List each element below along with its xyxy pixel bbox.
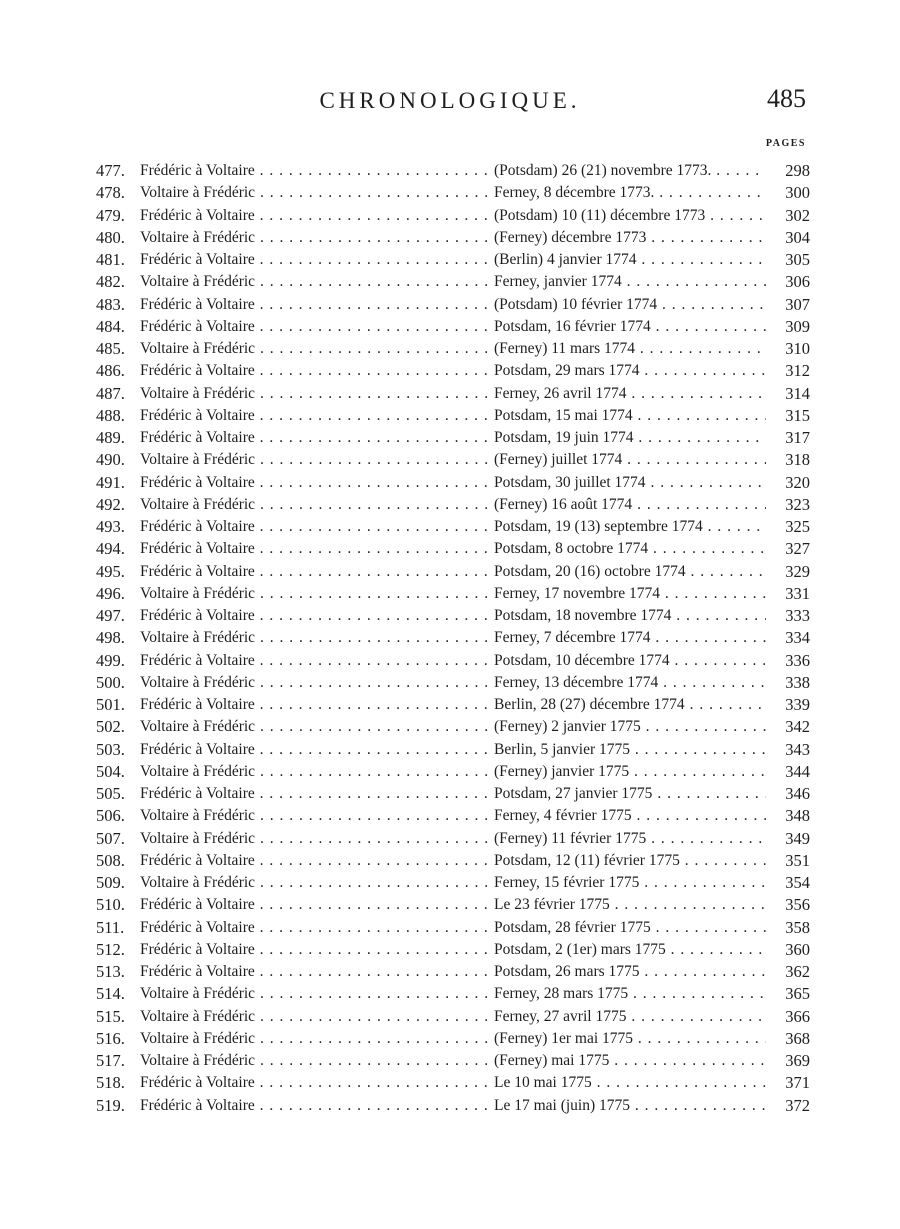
list-item — [96, 360, 810, 382]
letter-date: Potsdam, 15 mai 1774 . . . — [494, 405, 766, 427]
letter-page: 323 — [785, 494, 810, 514]
letter-page: 312 — [785, 361, 810, 381]
letter-number: 478. — [96, 183, 125, 203]
letter-number: 506. — [96, 806, 125, 826]
letter-correspondents: Frédéric à Voltaire . . . — [140, 694, 490, 716]
letter-correspondents: Frédéric à Voltaire . . . — [140, 739, 490, 761]
letter-correspondents: Frédéric à Voltaire . . . — [140, 961, 490, 983]
letter-number: 496. — [96, 583, 125, 603]
letter-date: (Ferney) 16 août 1774 . . . — [494, 494, 766, 516]
letter-date: Potsdam, 20 (16) octobre 1774 . . . — [494, 561, 766, 583]
letter-correspondents: Frédéric à Voltaire . . . — [140, 294, 490, 316]
letter-number: 498. — [96, 628, 125, 648]
list-item — [96, 939, 810, 961]
list-item — [96, 561, 810, 583]
letter-correspondents: Frédéric à Voltaire . . . — [140, 917, 490, 939]
letter-page: 343 — [785, 739, 810, 759]
letter-date: Ferney, 17 novembre 1774 . . . — [494, 583, 766, 605]
letter-correspondents: Voltaire à Frédéric . . . — [140, 983, 490, 1005]
letter-page: 360 — [785, 939, 810, 959]
letter-date: Potsdam, 19 juin 1774 . . . — [494, 427, 766, 449]
letter-date: (Potsdam) 10 février 1774 . . . — [494, 294, 766, 316]
letter-date: Le 23 février 1775 . . . — [494, 894, 766, 916]
letter-page: 300 — [785, 183, 810, 203]
letter-number: 508. — [96, 850, 125, 870]
letter-page: 307 — [785, 294, 810, 314]
letter-date: Le 17 mai (juin) 1775 . . . — [494, 1095, 766, 1117]
letter-date: Potsdam, 19 (13) septembre 1774 . . . — [494, 516, 766, 538]
list-item — [96, 917, 810, 939]
list-item — [96, 739, 810, 761]
list-item — [96, 828, 810, 850]
letter-number: 499. — [96, 650, 125, 670]
letter-number: 485. — [96, 339, 125, 358]
letter-date: Potsdam, 30 juillet 1774 . . . — [494, 472, 766, 494]
letter-page: 368 — [785, 1028, 810, 1048]
letter-date: Potsdam, 2 (1er) mars 1775 . . . — [494, 939, 766, 961]
letter-page: 339 — [785, 695, 810, 714]
letter-number: 511. — [96, 917, 125, 937]
list-item — [96, 961, 810, 983]
letter-number: 481. — [96, 250, 125, 269]
letter-date: (Ferney) 11 février 1775 . . . — [494, 828, 766, 850]
letter-number: 513. — [96, 962, 125, 981]
letter-number: 491. — [96, 472, 125, 492]
letter-number: 518. — [96, 1073, 125, 1093]
list-item — [96, 783, 810, 805]
pages-column-label: PAGES — [765, 138, 806, 149]
letter-date: Ferney, 8 décembre 1773. . . . — [494, 182, 766, 204]
letter-date: Ferney, 13 décembre 1774 . . . — [494, 672, 766, 694]
letter-date: Potsdam, 26 mars 1775 . . . — [494, 961, 766, 983]
letter-number: 502. — [96, 717, 125, 737]
list-item — [96, 650, 810, 672]
letter-correspondents: Frédéric à Voltaire . . . — [140, 516, 490, 538]
list-item — [96, 1028, 810, 1050]
list-item — [96, 227, 810, 249]
letter-date: (Berlin) 4 janvier 1774 . . . — [494, 249, 766, 271]
letter-number: 515. — [96, 1006, 125, 1026]
letter-number: 488. — [96, 405, 125, 425]
letter-date: (Ferney) juillet 1774 . . . — [494, 449, 766, 471]
letter-correspondents: Voltaire à Frédéric . . . — [140, 672, 490, 694]
letter-correspondents: Voltaire à Frédéric . . . — [140, 182, 490, 204]
letter-correspondents: Frédéric à Voltaire . . . — [140, 205, 490, 227]
letter-correspondents: Frédéric à Voltaire . . . — [140, 360, 490, 382]
list-item — [96, 316, 810, 338]
list-item — [96, 761, 810, 783]
letter-number: 505. — [96, 784, 125, 803]
letter-page: 320 — [785, 472, 810, 492]
letter-number: 509. — [96, 873, 125, 892]
letter-correspondents: Voltaire à Frédéric . . . — [140, 227, 490, 249]
letter-number: 495. — [96, 561, 125, 581]
list-item — [96, 383, 810, 405]
list-item — [96, 1006, 810, 1028]
letter-date: (Ferney) décembre 1773 . . . — [494, 227, 766, 249]
letter-page: 349 — [785, 828, 810, 848]
letter-correspondents: Frédéric à Voltaire . . . — [140, 1072, 490, 1094]
letter-page: 356 — [785, 895, 810, 915]
letter-page: 372 — [785, 1095, 810, 1115]
letter-date: Potsdam, 16 février 1774 . . . — [494, 316, 766, 338]
letter-number: 514. — [96, 984, 125, 1004]
letter-date: Potsdam, 28 février 1775 . . . — [494, 917, 766, 939]
list-item — [96, 1095, 810, 1117]
letter-date: Ferney, 26 avril 1774 . . . — [494, 383, 766, 405]
letter-number: 500. — [96, 672, 125, 692]
letter-number: 486. — [96, 361, 125, 381]
list-item — [96, 427, 810, 449]
letter-correspondents: Frédéric à Voltaire . . . — [140, 538, 490, 560]
letter-page: 362 — [785, 962, 810, 981]
page-number: 485 — [767, 84, 806, 113]
letter-page: 333 — [785, 606, 810, 625]
letter-date: Potsdam, 29 mars 1774 . . . — [494, 360, 766, 382]
letter-correspondents: Voltaire à Frédéric . . . — [140, 383, 490, 405]
letter-number: 510. — [96, 895, 125, 915]
list-item — [96, 850, 810, 872]
letter-page: 327 — [785, 539, 810, 559]
list-item — [96, 449, 810, 471]
list-item — [96, 805, 810, 827]
letter-number: 480. — [96, 227, 125, 247]
letter-page: 344 — [785, 761, 810, 781]
letter-correspondents: Voltaire à Frédéric . . . — [140, 1050, 490, 1072]
letter-date: Ferney, 15 février 1775 . . . — [494, 872, 766, 894]
letter-number: 504. — [96, 761, 125, 781]
list-item — [96, 716, 810, 738]
letter-number: 503. — [96, 739, 125, 759]
letter-date: Potsdam, 27 janvier 1775 . . . — [494, 783, 766, 805]
letter-correspondents: Voltaire à Frédéric . . . — [140, 1006, 490, 1028]
letter-page: 365 — [785, 984, 810, 1004]
letter-page: 354 — [785, 873, 810, 892]
letter-correspondents: Frédéric à Voltaire . . . — [140, 160, 490, 182]
letter-correspondents: Frédéric à Voltaire . . . — [140, 472, 490, 494]
letter-number: 517. — [96, 1051, 125, 1070]
letter-correspondents: Frédéric à Voltaire . . . — [140, 850, 490, 872]
letter-correspondents: Frédéric à Voltaire . . . — [140, 405, 490, 427]
letter-page: 314 — [785, 383, 810, 403]
letter-date: Ferney, janvier 1774 . . . — [494, 271, 766, 293]
letter-date: (Ferney) mai 1775 . . . — [494, 1050, 766, 1072]
letter-page: 315 — [785, 405, 810, 425]
letter-correspondents: Frédéric à Voltaire . . . — [140, 783, 490, 805]
running-head: CHRONOLOGIQUE. — [319, 88, 581, 113]
letter-correspondents: Frédéric à Voltaire . . . — [140, 561, 490, 583]
letter-correspondents: Frédéric à Voltaire . . . — [140, 316, 490, 338]
letter-number: 483. — [96, 294, 125, 314]
letter-number: 482. — [96, 272, 125, 292]
letter-date: Potsdam, 12 (11) février 1775 . . . — [494, 850, 766, 872]
list-item — [96, 627, 810, 649]
letter-page: 318 — [785, 450, 810, 470]
letter-correspondents: Frédéric à Voltaire . . . — [140, 249, 490, 271]
list-item — [96, 205, 810, 227]
letter-date: Ferney, 28 mars 1775 . . . — [494, 983, 766, 1005]
letter-date: Berlin, 5 janvier 1775 . . . — [494, 739, 766, 761]
list-item — [96, 894, 810, 916]
letter-page: 369 — [785, 1051, 810, 1070]
list-item — [96, 294, 810, 316]
letter-correspondents: Voltaire à Frédéric . . . — [140, 761, 490, 783]
letter-date: (Ferney) 11 mars 1774 . . . — [494, 338, 766, 360]
list-item — [96, 672, 810, 694]
letter-index-list — [96, 160, 810, 1117]
list-item — [96, 271, 810, 293]
letter-correspondents: Voltaire à Frédéric . . . — [140, 805, 490, 827]
letter-correspondents: Frédéric à Voltaire . . . — [140, 894, 490, 916]
letter-page: 348 — [785, 806, 810, 826]
list-item — [96, 338, 810, 360]
letter-date: (Ferney) 1er mai 1775 . . . — [494, 1028, 766, 1050]
list-item — [96, 472, 810, 494]
letter-date: Ferney, 27 avril 1775 . . . — [494, 1006, 766, 1028]
letter-correspondents: Frédéric à Voltaire . . . — [140, 605, 490, 627]
letter-page: 302 — [785, 205, 810, 225]
letter-number: 507. — [96, 828, 125, 848]
letter-number: 479. — [96, 205, 125, 225]
letter-number: 497. — [96, 606, 125, 625]
letter-page: 346 — [785, 784, 810, 803]
letter-number: 512. — [96, 939, 125, 959]
letter-date: Potsdam, 10 décembre 1774 . . . — [494, 650, 766, 672]
letter-date: (Ferney) 2 janvier 1775 . . . — [494, 716, 766, 738]
list-item — [96, 494, 810, 516]
letter-number: 516. — [96, 1028, 125, 1048]
letter-page: 358 — [785, 917, 810, 937]
letter-correspondents: Frédéric à Voltaire . . . — [140, 1095, 490, 1117]
letter-number: 484. — [96, 316, 125, 336]
letter-date: Ferney, 4 février 1775 . . . — [494, 805, 766, 827]
letter-page: 351 — [785, 850, 810, 870]
letter-correspondents: Frédéric à Voltaire . . . — [140, 939, 490, 961]
letter-number: 519. — [96, 1095, 125, 1115]
letter-number: 493. — [96, 517, 125, 536]
letter-number: 501. — [96, 695, 125, 714]
list-item — [96, 605, 810, 627]
letter-date: Potsdam, 18 novembre 1774 . . . — [494, 605, 766, 627]
letter-date: Potsdam, 8 octobre 1774 . . . — [494, 538, 766, 560]
letter-date: Le 10 mai 1775 . . . — [494, 1072, 766, 1094]
letter-page: 325 — [785, 517, 810, 536]
letter-date: (Potsdam) 10 (11) décembre 1773 . . . — [494, 205, 766, 227]
letter-date: (Ferney) janvier 1775 . . . — [494, 761, 766, 783]
letter-page: 338 — [785, 672, 810, 692]
list-item — [96, 516, 810, 538]
list-item — [96, 160, 810, 182]
letter-number: 487. — [96, 383, 125, 403]
letter-page: 334 — [785, 628, 810, 648]
letter-page: 366 — [785, 1006, 810, 1026]
letter-correspondents: Voltaire à Frédéric . . . — [140, 583, 490, 605]
letter-page: 304 — [785, 227, 810, 247]
letter-correspondents: Voltaire à Frédéric . . . — [140, 494, 490, 516]
letter-correspondents: Voltaire à Frédéric . . . — [140, 716, 490, 738]
letter-correspondents: Frédéric à Voltaire . . . — [140, 427, 490, 449]
letter-correspondents: Frédéric à Voltaire . . . — [140, 650, 490, 672]
list-item — [96, 405, 810, 427]
page-header — [0, 84, 900, 124]
letter-number: 490. — [96, 450, 125, 470]
letter-page: 305 — [785, 250, 810, 269]
letter-page: 336 — [785, 650, 810, 670]
letter-correspondents: Voltaire à Frédéric . . . — [140, 449, 490, 471]
letter-page: 309 — [785, 316, 810, 336]
list-item — [96, 182, 810, 204]
list-item — [96, 583, 810, 605]
letter-number: 489. — [96, 428, 125, 447]
list-item — [96, 983, 810, 1005]
list-item — [96, 872, 810, 894]
letter-correspondents: Voltaire à Frédéric . . . — [140, 1028, 490, 1050]
letter-correspondents: Voltaire à Frédéric . . . — [140, 338, 490, 360]
list-item — [96, 1072, 810, 1094]
letter-page: 342 — [785, 717, 810, 737]
letter-correspondents: Voltaire à Frédéric . . . — [140, 872, 490, 894]
letter-page: 298 — [785, 161, 810, 180]
letter-page: 371 — [785, 1073, 810, 1093]
letter-page: 317 — [785, 428, 810, 447]
letter-page: 329 — [785, 561, 810, 581]
list-item — [96, 538, 810, 560]
letter-date: Ferney, 7 décembre 1774 . . . — [494, 627, 766, 649]
letter-date: Berlin, 28 (27) décembre 1774 . . . — [494, 694, 766, 716]
letter-page: 310 — [785, 339, 810, 358]
letter-page: 331 — [785, 583, 810, 603]
letter-correspondents: Voltaire à Frédéric . . . — [140, 828, 490, 850]
letter-correspondents: Voltaire à Frédéric . . . — [140, 627, 490, 649]
letter-number: 477. — [96, 161, 125, 180]
letter-number: 492. — [96, 494, 125, 514]
list-item — [96, 249, 810, 271]
list-item — [96, 1050, 810, 1072]
letter-number: 494. — [96, 539, 125, 559]
letter-page: 306 — [785, 272, 810, 292]
letter-correspondents: Voltaire à Frédéric . . . — [140, 271, 490, 293]
list-item — [96, 694, 810, 716]
letter-date: (Potsdam) 26 (21) novembre 1773. . . . — [494, 160, 766, 182]
